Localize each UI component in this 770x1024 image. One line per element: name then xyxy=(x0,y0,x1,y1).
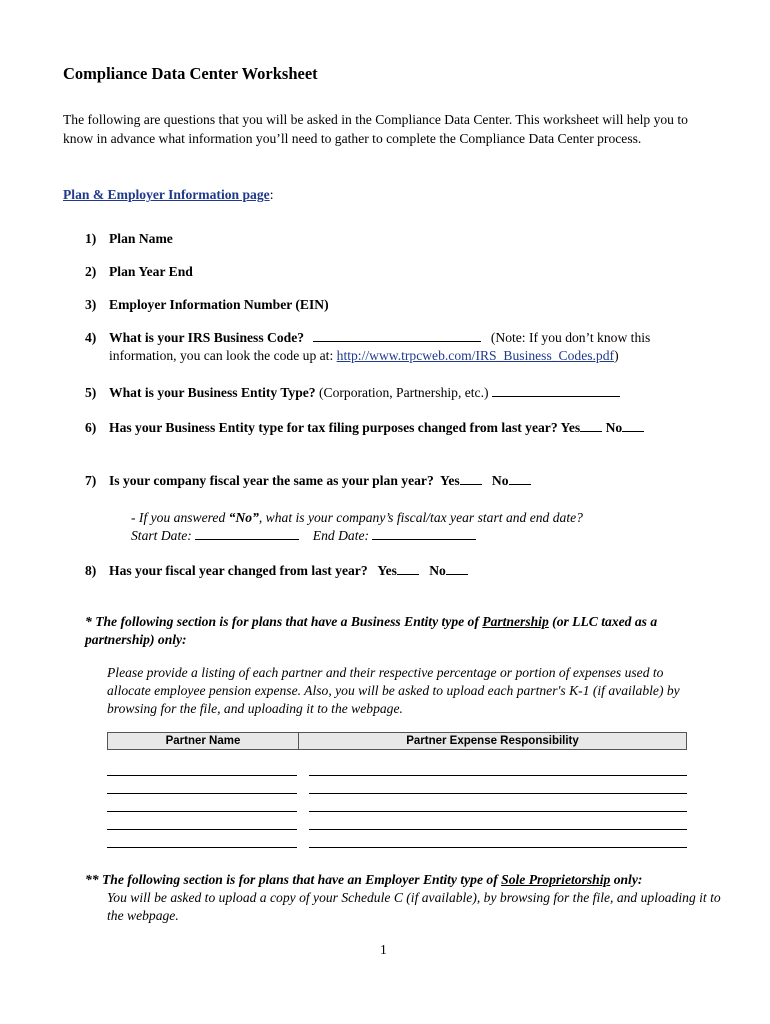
followup-pre: - If you answered xyxy=(131,510,229,525)
followup-post: , what is your company’s fiscal/tax year start and end date? xyxy=(258,510,583,525)
question-3 xyxy=(85,296,705,314)
partner-expense-header: Partner Expense Responsibility xyxy=(299,733,687,750)
entity-type-blank[interactable] xyxy=(492,384,620,397)
yes-label: Yes xyxy=(377,563,397,578)
yes-label: Yes xyxy=(560,420,581,435)
question-number: 3) xyxy=(85,297,97,312)
start-date-label: Start Date: xyxy=(131,528,192,543)
question-4 xyxy=(85,329,705,365)
question-8 xyxy=(85,562,705,580)
followup-quoted: “No” xyxy=(228,510,259,525)
question-text: Is your company fiscal year the same as your plan year? xyxy=(109,473,434,488)
yes-blank[interactable] xyxy=(397,562,419,575)
question-number: 4) xyxy=(85,330,97,345)
question-number: 8) xyxy=(85,563,97,578)
partner-table-header xyxy=(107,732,687,750)
yes-label: Yes xyxy=(440,473,460,488)
end-date-label: End Date: xyxy=(312,528,370,543)
sole-prop-desc: You will be asked to upload a copy of your Schedule C (if available), by browsing for the file, and uploading it to the webpage. xyxy=(107,890,721,923)
note-close-paren: ) xyxy=(614,348,619,363)
followup-question xyxy=(131,509,583,527)
partner-name-line[interactable] xyxy=(107,847,297,848)
irs-codes-url-link[interactable]: http://www.trpcweb.com/IRS_Business_Codes.pdf xyxy=(336,348,615,363)
page-number: 1 xyxy=(380,942,387,957)
question-text: Employer Information Number (EIN) xyxy=(109,297,329,312)
question-text: Plan Year End xyxy=(109,264,193,279)
partner-name-header: Partner Name xyxy=(108,733,299,750)
question-number: 1) xyxy=(85,231,97,246)
plan-employer-info-link[interactable]: Plan & Employer Information page xyxy=(63,187,270,202)
intro-paragraph: The following are questions that you will be asked in the Compliance Data Center. This worksheet will help you to know in advance what information you’ll need to gather to complete the Compliance Data Center process. xyxy=(63,112,688,146)
question-body xyxy=(109,419,705,437)
irs-code-note: (Note: If you don’t know this information, you can look the code up at: xyxy=(109,330,651,363)
partner-name-line[interactable] xyxy=(107,793,297,794)
question-number: 7) xyxy=(85,473,97,488)
no-label: No xyxy=(491,473,509,488)
question-text: What is your Business Entity Type? xyxy=(109,385,316,400)
fiscal-year-followup xyxy=(131,509,583,545)
no-blank[interactable] xyxy=(622,419,644,432)
question-7 xyxy=(85,472,705,490)
question-1 xyxy=(85,230,705,248)
partner-name-line[interactable] xyxy=(107,811,297,812)
question-text: What is your IRS Business Code? xyxy=(109,330,305,345)
question-text: Has your fiscal year changed from last year? xyxy=(109,563,368,578)
partnership-emph: Partnership xyxy=(482,614,549,629)
sole-prop-emph: Sole Proprietorship xyxy=(501,872,611,887)
question-text: Plan Name xyxy=(109,231,173,246)
start-date-blank[interactable] xyxy=(195,527,299,540)
partnership-section-note xyxy=(85,613,705,649)
section-heading xyxy=(63,187,273,203)
section-colon: : xyxy=(269,187,274,202)
question-body xyxy=(109,472,705,490)
yes-blank[interactable] xyxy=(460,472,482,485)
partnership-note-post: (or LLC taxed as a partnership) only: xyxy=(85,614,658,647)
partner-expense-line[interactable] xyxy=(309,811,687,812)
partner-name-line[interactable] xyxy=(107,829,297,830)
partner-name-line[interactable] xyxy=(107,775,297,776)
end-date-blank[interactable] xyxy=(372,527,476,540)
partner-expense-line[interactable] xyxy=(309,829,687,830)
question-body xyxy=(109,562,705,580)
question-6 xyxy=(85,419,705,437)
partner-expense-line[interactable] xyxy=(309,847,687,848)
question-number: 6) xyxy=(85,420,97,435)
question-body xyxy=(109,329,705,365)
no-label: No xyxy=(605,420,623,435)
yes-blank[interactable] xyxy=(580,419,602,432)
sole-prop-note xyxy=(85,871,725,889)
question-5 xyxy=(85,384,705,402)
sole-proprietorship-section xyxy=(85,871,725,925)
partner-expense-line[interactable] xyxy=(309,793,687,794)
question-2 xyxy=(85,263,705,281)
sole-prop-post: only: xyxy=(610,872,643,887)
question-text: Has your Business Entity type for tax filing purposes changed from last year? xyxy=(109,420,558,435)
question-body xyxy=(109,384,705,402)
no-blank[interactable] xyxy=(446,562,468,575)
partnership-description: Please provide a listing of each partner and their respective percentage or portion of expenses used to allocate employee pension expense. Also, you will be asked to upload each partner's K-1 (if available) by browsing for the file, and uploading it to the webpage. xyxy=(107,665,680,716)
document-title: Compliance Data Center Worksheet xyxy=(63,64,318,83)
irs-code-blank[interactable] xyxy=(313,329,481,342)
question-number: 5) xyxy=(85,385,97,400)
question-number: 2) xyxy=(85,264,97,279)
entity-type-note: (Corporation, Partnership, etc.) xyxy=(319,385,489,400)
no-blank[interactable] xyxy=(509,472,531,485)
partnership-note-pre: * The following section is for plans that have a Business Entity type of xyxy=(85,614,483,629)
followup-dates xyxy=(131,527,583,545)
no-label: No xyxy=(429,563,446,578)
sole-prop-pre: ** The following section is for plans that have an Employer Entity type of xyxy=(85,872,502,887)
partner-expense-line[interactable] xyxy=(309,775,687,776)
